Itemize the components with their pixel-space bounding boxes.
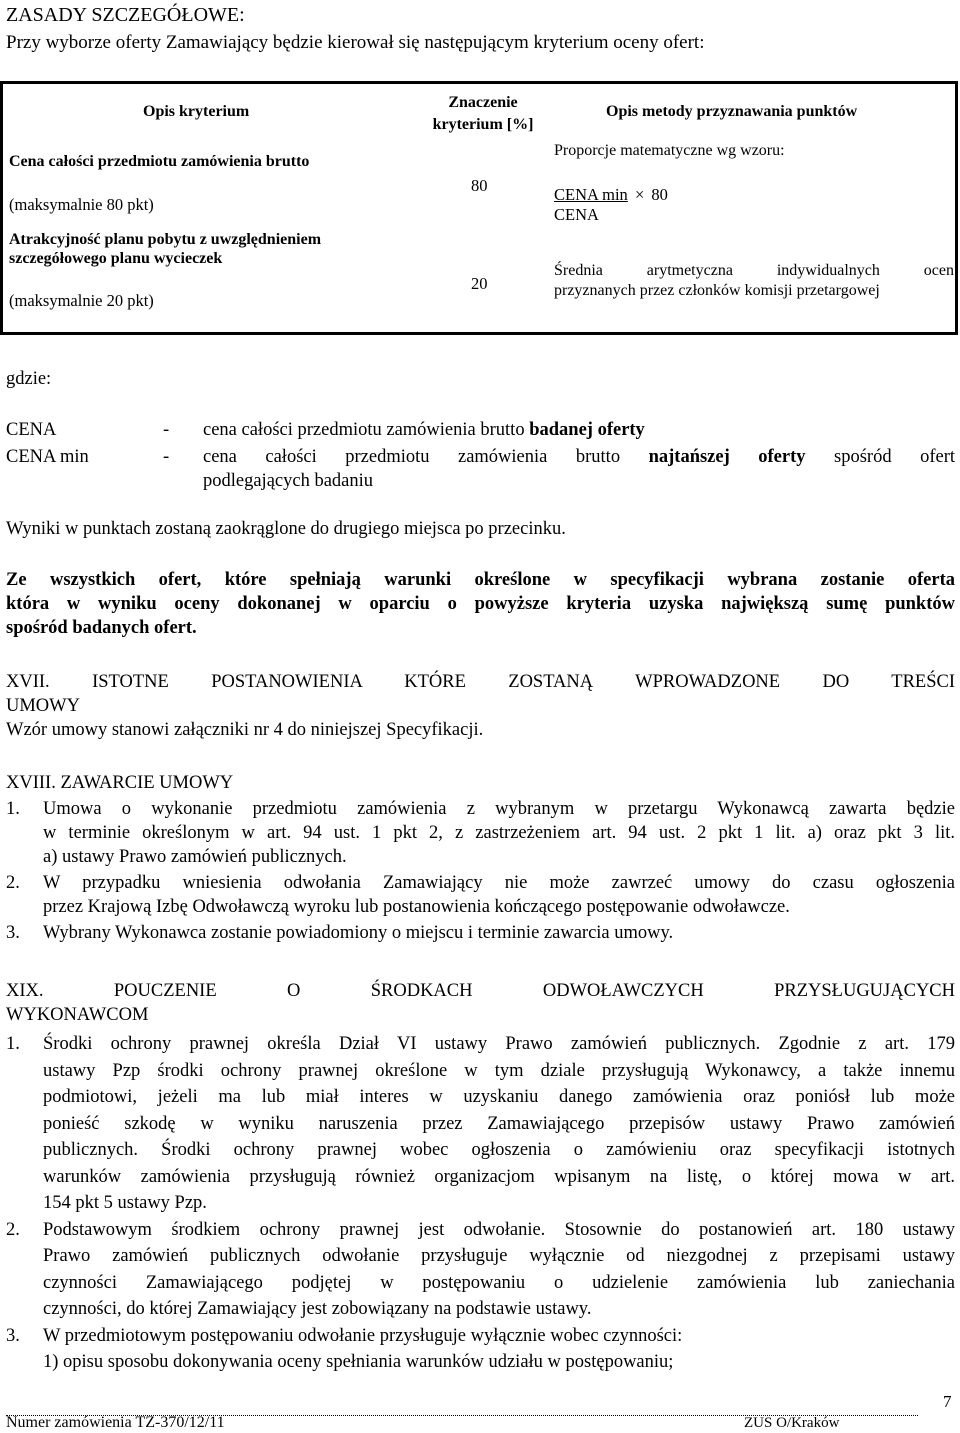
section18-item-2-line2: przez Krajową Izbę Odwoławczą wyroku lub postanowienia kończącego postępowanie odwoławcze. <box>43 897 790 917</box>
legend-cenamin-def-text1: cena całości przedmiotu zamówienia brutto <box>203 447 649 467</box>
section19-item-3-line1: W przedmiotowym postępowaniu odwołanie przysługuje wyłącznie wobec czynności: <box>43 1325 683 1346</box>
section18-item-3-line1: Wybrany Wykonawca zostanie powiadomiony o miejscu i terminie zawarcia umowy. <box>43 923 674 943</box>
section17-heading-line1: XVII. ISTOTNE POSTANOWIENIA KTÓRE ZOSTANĄ WPROWADZONE DO TREŚCI <box>6 672 955 692</box>
section19-item-2-line2: Prawo zamówień publicznych odwołanie przysługuje wyłącznie od niezgodnej z przepisami ustawy <box>43 1246 955 1266</box>
section18-item-3 <box>6 921 955 945</box>
legend-cena-def-bold: badanej oferty <box>529 420 645 440</box>
legend-cena-dash: - <box>163 420 170 440</box>
section19-item-2-line4: czynności, do której Zamawiający jest zobowiązany na podstawie ustawy. <box>43 1299 592 1319</box>
criteria-table <box>0 81 958 335</box>
selection-rule-line1: Ze wszystkich ofert, które spełniają warunki określone w specyfikacji wybrana zostanie oferta <box>6 570 955 590</box>
criterion-price-method-intro: Proporcje matematyczne wg wzoru: <box>554 142 785 159</box>
section18-item-1-number: 1. <box>6 799 20 819</box>
criterion-plan-weight: 20 <box>471 274 488 293</box>
section17-heading-line2: UMOWY <box>6 696 80 716</box>
criterion-plan-method-line1: Średnia arytmetyczna indywidualnych ocen <box>554 262 954 279</box>
page-number: 7 <box>943 1392 952 1411</box>
criterion-price-max: (maksymalnie 80 pkt) <box>9 195 154 214</box>
section18-item-2 <box>6 871 955 919</box>
legend-cenamin-dash: - <box>163 447 170 467</box>
legend-cenamin-def-line2: podlegających badaniu <box>203 471 374 491</box>
rounding-note: Wyniki w punktach zostaną zaokrąglone do drugiego miejsca po przecinku. <box>6 519 566 539</box>
section18-item-1-line1: Umowa o wykonanie przedmiotu zamówienia z wybranym w przetargu Wykonawcą zawarta będzie <box>43 799 955 819</box>
column-header-method: Opis metody przyznawania punktów <box>606 103 858 120</box>
criterion-plan-method-line2: przyznanych przez członków komisji przetargowej <box>554 282 880 299</box>
formula-numerator: CENA min <box>554 185 628 204</box>
section19-heading-line2: WYKONAWCOM <box>6 1005 149 1025</box>
column-header-weight-line2: kryterium [%] <box>432 116 534 133</box>
section19-item-1-line7: 154 pkt 5 ustawy Pzp. <box>43 1193 207 1213</box>
section19-item-1 <box>6 1031 955 1217</box>
legend-cenamin-term: CENA min <box>6 447 89 467</box>
formula-denominator: CENA <box>554 205 599 224</box>
section19-item-1-line4: ponieść szkodę w wyniku naruszenia przez Zamawiającego przepisów ustawy Prawo zamówień <box>43 1113 955 1134</box>
legend-cena-definition <box>203 418 645 442</box>
criterion-plan-name <box>9 230 321 268</box>
criterion-plan-name-line2: szczegółowego planu wycieczek <box>9 250 223 267</box>
section18-heading: XVIII. ZAWARCIE UMOWY <box>6 773 234 793</box>
section18-item-1-line3: a) ustawy Prawo zamówień publicznych. <box>43 847 347 867</box>
price-formula <box>554 185 668 225</box>
section18-item-2-line1: W przypadku wniesienia odwołania Zamawiający nie może zawrzeć umowy do czasu ogłoszenia <box>43 873 955 893</box>
criterion-plan-max: (maksymalnie 20 pkt) <box>9 291 154 310</box>
section18-item-2-number: 2. <box>6 873 20 893</box>
column-header-weight <box>403 92 563 136</box>
section19-item-1-number: 1. <box>6 1034 20 1054</box>
legend-cenamin-def-bold: najtańszej oferty <box>648 447 806 467</box>
column-header-criterion: Opis kryterium <box>143 103 250 120</box>
column-header-weight-line1: Znaczenie <box>448 94 518 111</box>
section19-item-1-line3: podmiotowi, jeżeli ma lub miał interes w uzyskaniu danego zamówienia oraz poniósł lub może <box>43 1087 955 1107</box>
section17 <box>6 670 955 742</box>
footer-organization: ZUS O/Kraków <box>744 1415 840 1431</box>
legend-label: gdzie: <box>6 369 52 389</box>
section19-heading-line1: XIX. POUCZENIE O ŚRODKACH ODWOŁAWCZYCH PRZYSŁUGUJĄCYCH <box>6 981 955 1001</box>
section19-item-2-line3: czynności Zamawiającego podjętej w postępowaniu o udzielenie zamówienia lub zaniechania <box>43 1272 955 1293</box>
section19-item-3-line2: 1) opisu sposobu dokonywania oceny spełniania warunków udziału w postępowaniu; <box>43 1352 674 1372</box>
section19-item-3-number: 3. <box>6 1325 20 1346</box>
selection-rule <box>6 568 955 640</box>
section18-item-3-number: 3. <box>6 923 20 943</box>
selection-rule-line3: spośród badanych ofert. <box>6 618 197 638</box>
formula-factor: 80 <box>651 185 668 204</box>
section19-item-2 <box>6 1217 955 1323</box>
selection-rule-line2: która w wyniku oceny dokonanej w oparciu o powyższe kryteria uzyska największą sumę punktów <box>6 594 955 614</box>
criterion-plan-name-line1: Atrakcyjność planu pobytu z uwzględnieniem <box>9 231 322 248</box>
section17-text: Wzór umowy stanowi załączniki nr 4 do niniejszej Specyfikacji. <box>6 720 484 740</box>
section19-item-1-line6: warunków zamówienia przysługują również organizacjom wpisanym na listę, o której mowa w art. <box>43 1166 955 1187</box>
legend-cena-term: CENA <box>6 420 57 440</box>
section19-item-1-line5: publicznych. Środki ochrony prawnej wobec ogłoszenia o zamówieniu oraz specyfikacji istotnych <box>43 1140 955 1160</box>
section19-item-1-line1: Środki ochrony prawnej określa Dział VI ustawy Prawo zamówień publicznych. Zgodnie z art. 179 <box>43 1034 955 1054</box>
section19-heading <box>6 979 955 1027</box>
section18-item-1 <box>6 797 955 869</box>
section19-item-2-number: 2. <box>6 1219 20 1240</box>
criterion-plan-method <box>554 261 954 301</box>
formula-times: × <box>634 185 645 204</box>
section19-item-3 <box>6 1323 955 1376</box>
legend-cenamin-def-text2: spośród ofert <box>805 447 955 467</box>
section19-item-2-line1: Podstawowym środkiem ochrony prawnej jest odwołanie. Stosownie do postanowień art. 180 ustawy <box>43 1219 955 1240</box>
document-intro: Przy wyborze oferty Zamawiający będzie kierował się następującym kryterium oceny ofert: <box>6 32 705 53</box>
legend-cena-def-text: cena całości przedmiotu zamówienia brutto <box>203 420 530 440</box>
section18-item-1-line2: w terminie określonym w art. 94 ust. 1 pkt 2, z zastrzeżeniem art. 94 ust. 2 pkt 1 lit. a) oraz pkt 3 lit. <box>43 823 955 843</box>
section19-item-1-line2: ustawy Pzp środki ochrony prawnej określone w tym dziale przysługują Wykonawcy, a także innemu <box>43 1060 955 1081</box>
criterion-price-name: Cena całości przedmiotu zamówienia brutto <box>9 153 310 170</box>
footer-order-number: Numer zamówienia TZ-370/12/11 <box>6 1414 225 1431</box>
legend-cenamin-definition <box>203 445 955 493</box>
criterion-price-weight: 80 <box>471 176 488 195</box>
section19-list <box>6 1031 955 1376</box>
document-title: ZASADY SZCZEGÓŁOWE: <box>6 4 245 26</box>
section18-list <box>6 797 955 945</box>
